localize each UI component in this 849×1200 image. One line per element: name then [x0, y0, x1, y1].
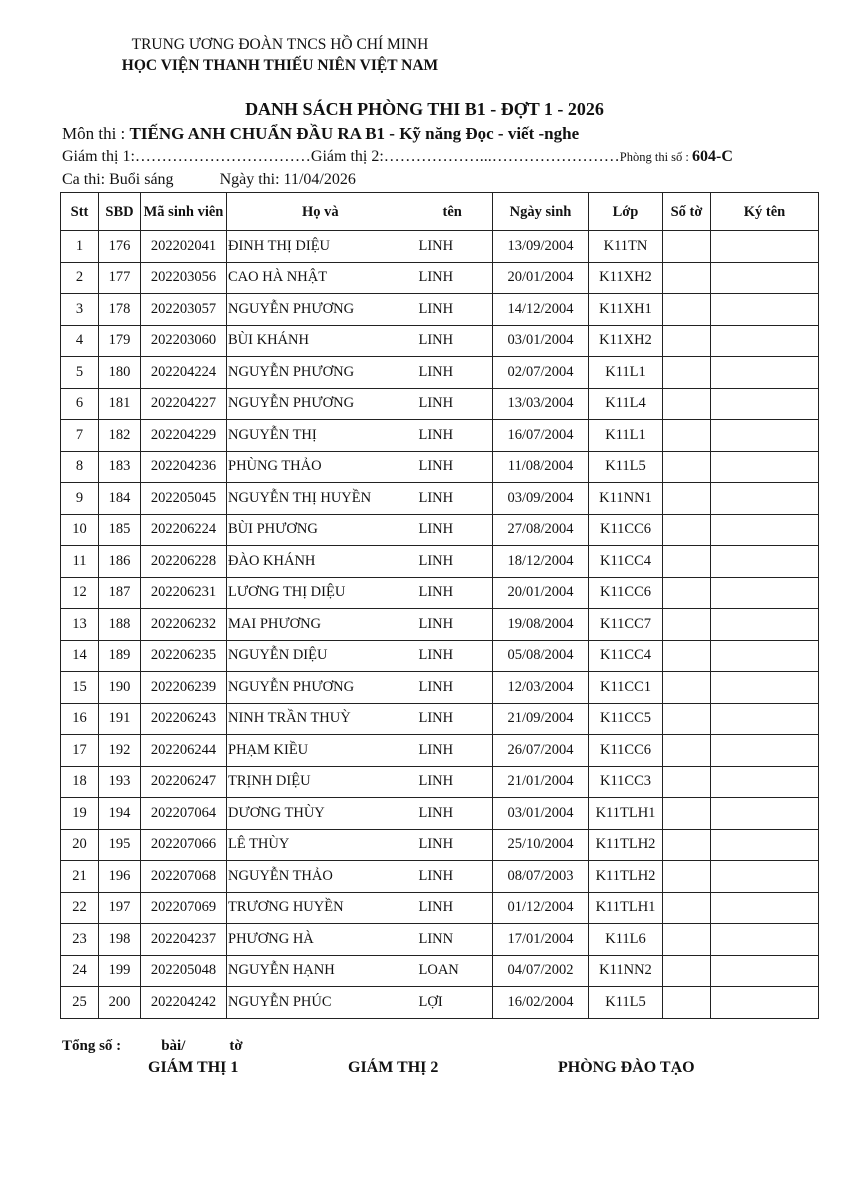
cell-signature [711, 892, 819, 924]
cell-sbd: 192 [99, 735, 141, 767]
cell-student-id: 202203057 [141, 294, 227, 326]
cell-class: K11CC6 [589, 735, 663, 767]
table-row [61, 325, 819, 357]
cell-signature [711, 420, 819, 452]
cell-sbd: 177 [99, 262, 141, 294]
cell-sheets [663, 577, 711, 609]
cell-sheets [663, 892, 711, 924]
cell-class: K11CC4 [589, 546, 663, 578]
cell-sheets [663, 735, 711, 767]
cell-surname: NGUYỄN PHƯƠNG [227, 357, 415, 389]
cell-birthdate: 19/08/2004 [493, 609, 589, 641]
cell-birthdate: 16/07/2004 [493, 420, 589, 452]
cell-student-id: 202202041 [141, 231, 227, 263]
subject-line [62, 124, 579, 144]
cell-sheets [663, 451, 711, 483]
cell-birthdate: 20/01/2004 [493, 262, 589, 294]
cell-birthdate: 26/07/2004 [493, 735, 589, 767]
cell-stt: 24 [61, 955, 99, 987]
cell-student-id: 202207068 [141, 861, 227, 893]
cell-signature [711, 357, 819, 389]
exam-date: Ngày thi: 11/04/2026 [219, 171, 356, 188]
cell-signature [711, 325, 819, 357]
cell-surname: BÙI PHƯƠNG [227, 514, 415, 546]
table-row [61, 483, 819, 515]
cell-sbd: 199 [99, 955, 141, 987]
cell-sbd: 178 [99, 294, 141, 326]
cell-given-name: LINH [415, 672, 493, 704]
cell-signature [711, 451, 819, 483]
cell-given-name: LINH [415, 892, 493, 924]
table-row [61, 294, 819, 326]
cell-stt: 2 [61, 262, 99, 294]
cell-class: K11CC6 [589, 514, 663, 546]
exam-room-table [60, 192, 819, 1019]
cell-surname: NGUYỄN PHÚC [227, 987, 415, 1019]
cell-birthdate: 21/01/2004 [493, 766, 589, 798]
cell-stt: 9 [61, 483, 99, 515]
cell-signature [711, 798, 819, 830]
cell-sheets [663, 325, 711, 357]
cell-stt: 23 [61, 924, 99, 956]
table-row [61, 672, 819, 704]
table-row [61, 231, 819, 263]
cell-birthdate: 27/08/2004 [493, 514, 589, 546]
cell-given-name: LINH [415, 829, 493, 861]
cell-sbd: 195 [99, 829, 141, 861]
cell-surname: DƯƠNG THÙY [227, 798, 415, 830]
cell-stt: 18 [61, 766, 99, 798]
cell-sbd: 184 [99, 483, 141, 515]
cell-class: K11L1 [589, 357, 663, 389]
cell-student-id: 202206231 [141, 577, 227, 609]
cell-surname: TRƯƠNG HUYỀN [227, 892, 415, 924]
cell-class: K11TLH1 [589, 798, 663, 830]
cell-signature [711, 262, 819, 294]
cell-signature [711, 388, 819, 420]
cell-birthdate: 12/03/2004 [493, 672, 589, 704]
cell-surname: NGUYỄN THẢO [227, 861, 415, 893]
cell-student-id: 202204237 [141, 924, 227, 956]
cell-birthdate: 08/07/2003 [493, 861, 589, 893]
cell-surname: PHÙNG THẢO [227, 451, 415, 483]
cell-birthdate: 01/12/2004 [493, 892, 589, 924]
institution-name: HỌC VIỆN THANH THIẾU NIÊN VIỆT NAM [121, 57, 439, 74]
table-row [61, 388, 819, 420]
table-row [61, 798, 819, 830]
col-header-student-id: Mã sinh viên [141, 193, 227, 231]
room-label: Phòng thi số : [619, 150, 693, 164]
cell-stt: 13 [61, 609, 99, 641]
col-header-sbd: SBD [99, 193, 141, 231]
cell-surname: NGUYỄN DIỆU [227, 640, 415, 672]
cell-sheets [663, 609, 711, 641]
col-header-stt: Stt [61, 193, 99, 231]
cell-class: K11CC4 [589, 640, 663, 672]
cell-stt: 17 [61, 735, 99, 767]
table-row [61, 703, 819, 735]
table-row [61, 829, 819, 861]
cell-stt: 16 [61, 703, 99, 735]
col-header-class: Lớp [589, 193, 663, 231]
cell-surname: NGUYỄN PHƯƠNG [227, 388, 415, 420]
cell-student-id: 202207069 [141, 892, 227, 924]
cell-sheets [663, 514, 711, 546]
subject-value: TIẾNG ANH CHUẨN ĐẦU RA B1 - Kỹ năng Đọc - viết -nghe [129, 124, 580, 143]
cell-given-name: LINH [415, 388, 493, 420]
sheets-label: tờ [229, 1038, 243, 1054]
cell-class: K11CC6 [589, 577, 663, 609]
total-line [62, 1038, 243, 1055]
cell-given-name: LINH [415, 766, 493, 798]
cell-stt: 11 [61, 546, 99, 578]
cell-sbd: 186 [99, 546, 141, 578]
cell-signature [711, 483, 819, 515]
cell-student-id: 202205045 [141, 483, 227, 515]
cell-surname: ĐÀO KHÁNH [227, 546, 415, 578]
cell-surname: NGUYỄN HẠNH [227, 955, 415, 987]
cell-sheets [663, 829, 711, 861]
table-row [61, 924, 819, 956]
cell-sheets [663, 420, 711, 452]
cell-surname: NGUYỄN THỊ [227, 420, 415, 452]
cell-sbd: 183 [99, 451, 141, 483]
cell-sheets [663, 546, 711, 578]
table-row [61, 766, 819, 798]
cell-class: K11TLH1 [589, 892, 663, 924]
cell-sbd: 179 [99, 325, 141, 357]
col-header-birthdate: Ngày sinh [493, 193, 589, 231]
cell-sbd: 185 [99, 514, 141, 546]
cell-sheets [663, 262, 711, 294]
proctor-line [62, 148, 733, 166]
cell-given-name: LINH [415, 609, 493, 641]
cell-stt: 14 [61, 640, 99, 672]
cell-student-id: 202206228 [141, 546, 227, 578]
cell-surname: LƯƠNG THỊ DIỆU [227, 577, 415, 609]
cell-sheets [663, 924, 711, 956]
cell-class: K11TLH2 [589, 829, 663, 861]
cell-student-id: 202206243 [141, 703, 227, 735]
proctor-1-field: Giám thị 1:…………………………… [62, 148, 311, 165]
table-row [61, 451, 819, 483]
cell-birthdate: 05/08/2004 [493, 640, 589, 672]
cell-given-name: LINH [415, 577, 493, 609]
cell-birthdate: 21/09/2004 [493, 703, 589, 735]
cell-sbd: 188 [99, 609, 141, 641]
cell-student-id: 202207064 [141, 798, 227, 830]
cell-signature [711, 955, 819, 987]
table-header-row [61, 193, 819, 231]
session-line [62, 171, 356, 189]
cell-student-id: 202206239 [141, 672, 227, 704]
cell-given-name: LINH [415, 357, 493, 389]
table-row [61, 420, 819, 452]
cell-signature [711, 829, 819, 861]
cell-class: K11CC7 [589, 609, 663, 641]
session: Ca thi: Buổi sáng [62, 171, 174, 188]
cell-stt: 21 [61, 861, 99, 893]
table-row [61, 640, 819, 672]
cell-stt: 25 [61, 987, 99, 1019]
cell-sbd: 189 [99, 640, 141, 672]
cell-class: K11NN1 [589, 483, 663, 515]
cell-class: K11L4 [589, 388, 663, 420]
cell-student-id: 202206247 [141, 766, 227, 798]
cell-class: K11L5 [589, 451, 663, 483]
cell-sbd: 181 [99, 388, 141, 420]
cell-class: K11CC3 [589, 766, 663, 798]
cell-given-name: LINH [415, 546, 493, 578]
cell-stt: 1 [61, 231, 99, 263]
cell-surname: NGUYỄN THỊ HUYỀN [227, 483, 415, 515]
cell-given-name: LINH [415, 798, 493, 830]
cell-class: K11XH1 [589, 294, 663, 326]
cell-birthdate: 18/12/2004 [493, 546, 589, 578]
cell-surname: ĐINH THỊ DIỆU [227, 231, 415, 263]
cell-sheets [663, 987, 711, 1019]
cell-surname: BÙI KHÁNH [227, 325, 415, 357]
cell-given-name: LINH [415, 294, 493, 326]
cell-given-name: LOAN [415, 955, 493, 987]
cell-signature [711, 294, 819, 326]
cell-class: K11CC1 [589, 672, 663, 704]
org-name: TRUNG ƯƠNG ĐOÀN TNCS HỒ CHÍ MINH [131, 36, 429, 53]
document-title: DANH SÁCH PHÒNG THI B1 - ĐỢT 1 - 2026 [245, 99, 604, 119]
cell-given-name: LINN [415, 924, 493, 956]
cell-surname: NGUYỄN PHƯƠNG [227, 672, 415, 704]
cell-sheets [663, 766, 711, 798]
cell-sheets [663, 294, 711, 326]
table-row [61, 861, 819, 893]
cell-student-id: 202204236 [141, 451, 227, 483]
cell-sbd: 196 [99, 861, 141, 893]
cell-stt: 4 [61, 325, 99, 357]
cell-sheets [663, 388, 711, 420]
cell-stt: 7 [61, 420, 99, 452]
cell-surname: CAO HÀ NHẬT [227, 262, 415, 294]
cell-stt: 6 [61, 388, 99, 420]
cell-signature [711, 735, 819, 767]
signature-proctor-2: GIÁM THỊ 2 [348, 1059, 439, 1076]
cell-sbd: 182 [99, 420, 141, 452]
cell-student-id: 202206235 [141, 640, 227, 672]
cell-sheets [663, 231, 711, 263]
cell-birthdate: 03/09/2004 [493, 483, 589, 515]
cell-birthdate: 20/01/2004 [493, 577, 589, 609]
cell-student-id: 202205048 [141, 955, 227, 987]
cell-given-name: LINH [415, 703, 493, 735]
cell-signature [711, 546, 819, 578]
signature-proctor-1: GIÁM THỊ 1 [148, 1059, 239, 1076]
cell-birthdate: 25/10/2004 [493, 829, 589, 861]
cell-given-name: LINH [415, 262, 493, 294]
cell-sbd: 198 [99, 924, 141, 956]
subject-label: Môn thi : [62, 124, 130, 143]
cell-signature [711, 987, 819, 1019]
room-value: 604-C [692, 148, 733, 165]
cell-student-id: 202204224 [141, 357, 227, 389]
cell-stt: 8 [61, 451, 99, 483]
cell-student-id: 202203060 [141, 325, 227, 357]
cell-sheets [663, 955, 711, 987]
cell-signature [711, 577, 819, 609]
cell-student-id: 202207066 [141, 829, 227, 861]
cell-class: K11NN2 [589, 955, 663, 987]
table-row [61, 546, 819, 578]
cell-stt: 10 [61, 514, 99, 546]
table-row [61, 892, 819, 924]
cell-given-name: LINH [415, 420, 493, 452]
cell-given-name: LINH [415, 325, 493, 357]
cell-birthdate: 13/09/2004 [493, 231, 589, 263]
cell-birthdate: 02/07/2004 [493, 357, 589, 389]
cell-given-name: LINH [415, 514, 493, 546]
col-header-surname: Họ và [227, 193, 415, 231]
cell-stt: 12 [61, 577, 99, 609]
cell-birthdate: 03/01/2004 [493, 325, 589, 357]
cell-student-id: 202206244 [141, 735, 227, 767]
table-row [61, 955, 819, 987]
cell-class: K11CC5 [589, 703, 663, 735]
cell-sheets [663, 483, 711, 515]
cell-sheets [663, 861, 711, 893]
cell-sbd: 180 [99, 357, 141, 389]
cell-birthdate: 04/07/2002 [493, 955, 589, 987]
cell-given-name: LỢI [415, 987, 493, 1019]
cell-student-id: 202203056 [141, 262, 227, 294]
cell-sheets [663, 640, 711, 672]
table-row [61, 987, 819, 1019]
table-row [61, 577, 819, 609]
cell-birthdate: 16/02/2004 [493, 987, 589, 1019]
cell-sbd: 176 [99, 231, 141, 263]
cell-stt: 19 [61, 798, 99, 830]
cell-sheets [663, 798, 711, 830]
cell-given-name: LINH [415, 640, 493, 672]
cell-stt: 15 [61, 672, 99, 704]
cell-surname: PHƯƠNG HÀ [227, 924, 415, 956]
table-row [61, 609, 819, 641]
cell-surname: TRỊNH DIỆU [227, 766, 415, 798]
table-row [61, 357, 819, 389]
cell-sbd: 187 [99, 577, 141, 609]
table-row [61, 262, 819, 294]
cell-stt: 5 [61, 357, 99, 389]
cell-birthdate: 13/03/2004 [493, 388, 589, 420]
cell-surname: NINH TRẦN THUỲ [227, 703, 415, 735]
col-header-given-name: tên [415, 193, 493, 231]
cell-given-name: LINH [415, 231, 493, 263]
cell-stt: 3 [61, 294, 99, 326]
cell-sheets [663, 703, 711, 735]
cell-signature [711, 231, 819, 263]
cell-sbd: 193 [99, 766, 141, 798]
papers-label: bài/ [161, 1038, 186, 1054]
cell-signature [711, 861, 819, 893]
cell-class: K11L5 [589, 987, 663, 1019]
cell-class: K11TN [589, 231, 663, 263]
cell-surname: LÊ THÙY [227, 829, 415, 861]
cell-surname: MAI PHƯƠNG [227, 609, 415, 641]
cell-class: K11L6 [589, 924, 663, 956]
cell-signature [711, 609, 819, 641]
cell-sbd: 191 [99, 703, 141, 735]
cell-signature [711, 766, 819, 798]
cell-sheets [663, 357, 711, 389]
cell-class: K11TLH2 [589, 861, 663, 893]
proctor-2-field: Giám thị 2:………………...…………………… [310, 148, 620, 165]
cell-birthdate: 14/12/2004 [493, 294, 589, 326]
cell-class: K11L1 [589, 420, 663, 452]
signature-training-office: PHÒNG ĐÀO TẠO [558, 1059, 695, 1076]
table-row [61, 735, 819, 767]
cell-signature [711, 703, 819, 735]
cell-given-name: LINH [415, 451, 493, 483]
cell-student-id: 202206224 [141, 514, 227, 546]
cell-student-id: 202204242 [141, 987, 227, 1019]
cell-given-name: LINH [415, 861, 493, 893]
cell-birthdate: 11/08/2004 [493, 451, 589, 483]
cell-given-name: LINH [415, 735, 493, 767]
cell-signature [711, 640, 819, 672]
col-header-signature: Ký tên [711, 193, 819, 231]
cell-sheets [663, 672, 711, 704]
cell-student-id: 202206232 [141, 609, 227, 641]
cell-class: K11XH2 [589, 325, 663, 357]
cell-student-id: 202204229 [141, 420, 227, 452]
cell-signature [711, 672, 819, 704]
cell-given-name: LINH [415, 483, 493, 515]
cell-sbd: 200 [99, 987, 141, 1019]
cell-stt: 20 [61, 829, 99, 861]
cell-surname: PHẠM KIỀU [227, 735, 415, 767]
cell-sbd: 194 [99, 798, 141, 830]
cell-sbd: 197 [99, 892, 141, 924]
cell-class: K11XH2 [589, 262, 663, 294]
cell-birthdate: 03/01/2004 [493, 798, 589, 830]
table-row [61, 514, 819, 546]
total-label: Tổng số : [62, 1038, 122, 1054]
col-header-sheets: Số tờ [663, 193, 711, 231]
cell-sbd: 190 [99, 672, 141, 704]
cell-birthdate: 17/01/2004 [493, 924, 589, 956]
cell-signature [711, 514, 819, 546]
cell-signature [711, 924, 819, 956]
cell-surname: NGUYỄN PHƯƠNG [227, 294, 415, 326]
cell-student-id: 202204227 [141, 388, 227, 420]
cell-stt: 22 [61, 892, 99, 924]
